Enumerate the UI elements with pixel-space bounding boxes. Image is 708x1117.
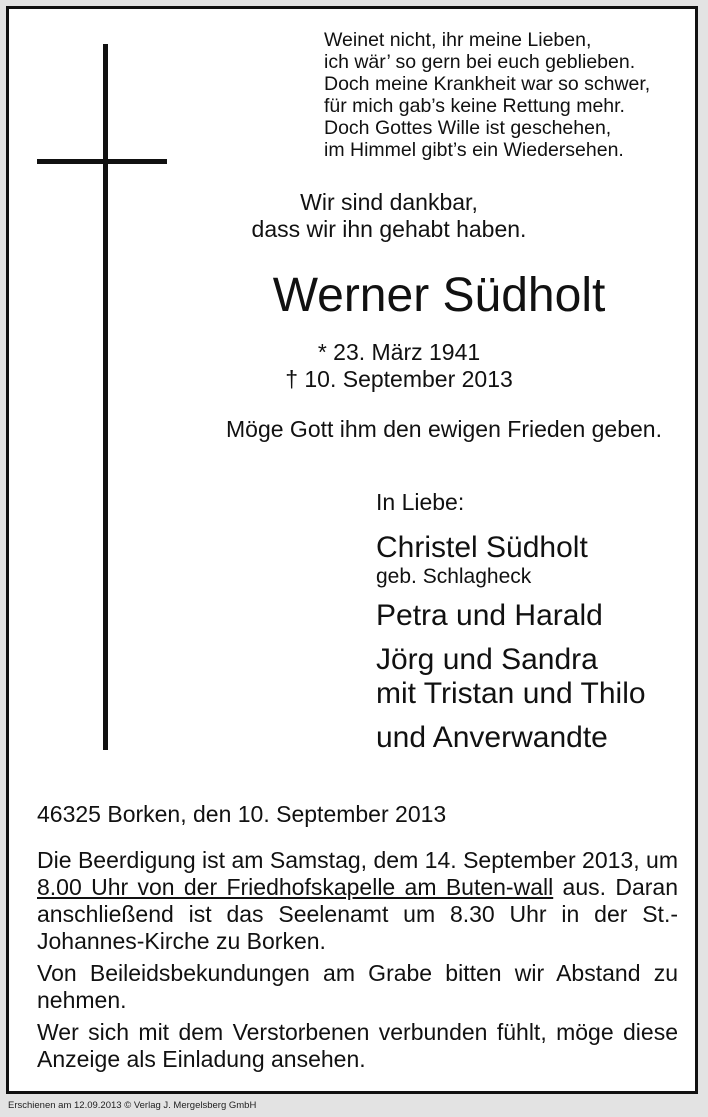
funeral-time-location: 8.00 Uhr von der Friedhofskapelle am Buten-wall [37, 874, 554, 900]
mourner-spouse-birth-name: geb. Schlagheck [376, 565, 532, 588]
life-dates [249, 339, 549, 393]
poem [324, 29, 650, 161]
copyright-footer: Erschienen am 12.09.2013 © Verlag J. Mergelsberg GmbH [8, 1100, 257, 1111]
funeral-text: Die Beerdigung ist am Samstag, dem 14. September 2013, um [37, 847, 678, 873]
mourners-list [376, 531, 646, 755]
cross-icon-vertical-bar [103, 44, 108, 750]
poem-line: Doch meine Krankheit war so schwer, [324, 73, 651, 95]
funeral-text: aus. Daran anschließend ist das Seelenamt um 8.30 Uhr in der St.-Johannes-Kirche zu Borken. [37, 874, 678, 954]
condolence-paragraph: Von Beileidsbekundungen am Grabe bitten wir Abstand zu nehmen. [37, 960, 678, 1013]
in-love-label: In Liebe: [376, 489, 465, 515]
poem-line: Doch Gottes Wille ist geschehen, [324, 117, 612, 139]
obituary-notice [6, 6, 698, 1094]
invitation-paragraph: Wer sich mit dem Verstorbenen verbunden fühlt, möge diese Anzeige als Einladung ansehen. [37, 1019, 678, 1072]
mourner-relatives: und Anverwandte [376, 721, 608, 754]
deceased-name: Werner Südholt [272, 269, 606, 322]
birth-date: * 23. März 1941 [317, 339, 481, 365]
gratitude-text [189, 189, 589, 243]
poem-line: ich wär’ so gern bei euch geblieben. [324, 51, 636, 73]
funeral-paragraph [37, 847, 678, 955]
place-and-date: 46325 Borken, den 10. September 2013 [37, 801, 447, 827]
death-date: † 10. September 2013 [285, 366, 513, 392]
poem-line: im Himmel gibt’s ein Wiedersehen. [324, 139, 624, 161]
cross-icon-horizontal-bar [37, 159, 167, 164]
funeral-details [37, 847, 678, 1078]
poem-line: für mich gab’s keine Rettung mehr. [324, 95, 625, 117]
mourner-spouse: Christel Südholt [376, 531, 588, 564]
mourner-family: Petra und Harald [376, 599, 603, 632]
mourner-family: Jörg und Sandra [376, 643, 598, 676]
mourner-family-children: mit Tristan und Thilo [376, 677, 646, 710]
poem-line: Weinet nicht, ihr meine Lieben, [324, 29, 592, 51]
gratitude-line: Wir sind dankbar, [300, 189, 478, 215]
blessing-text: Möge Gott ihm den ewigen Frieden geben. [226, 416, 662, 442]
gratitude-line: dass wir ihn gehabt haben. [251, 216, 527, 242]
